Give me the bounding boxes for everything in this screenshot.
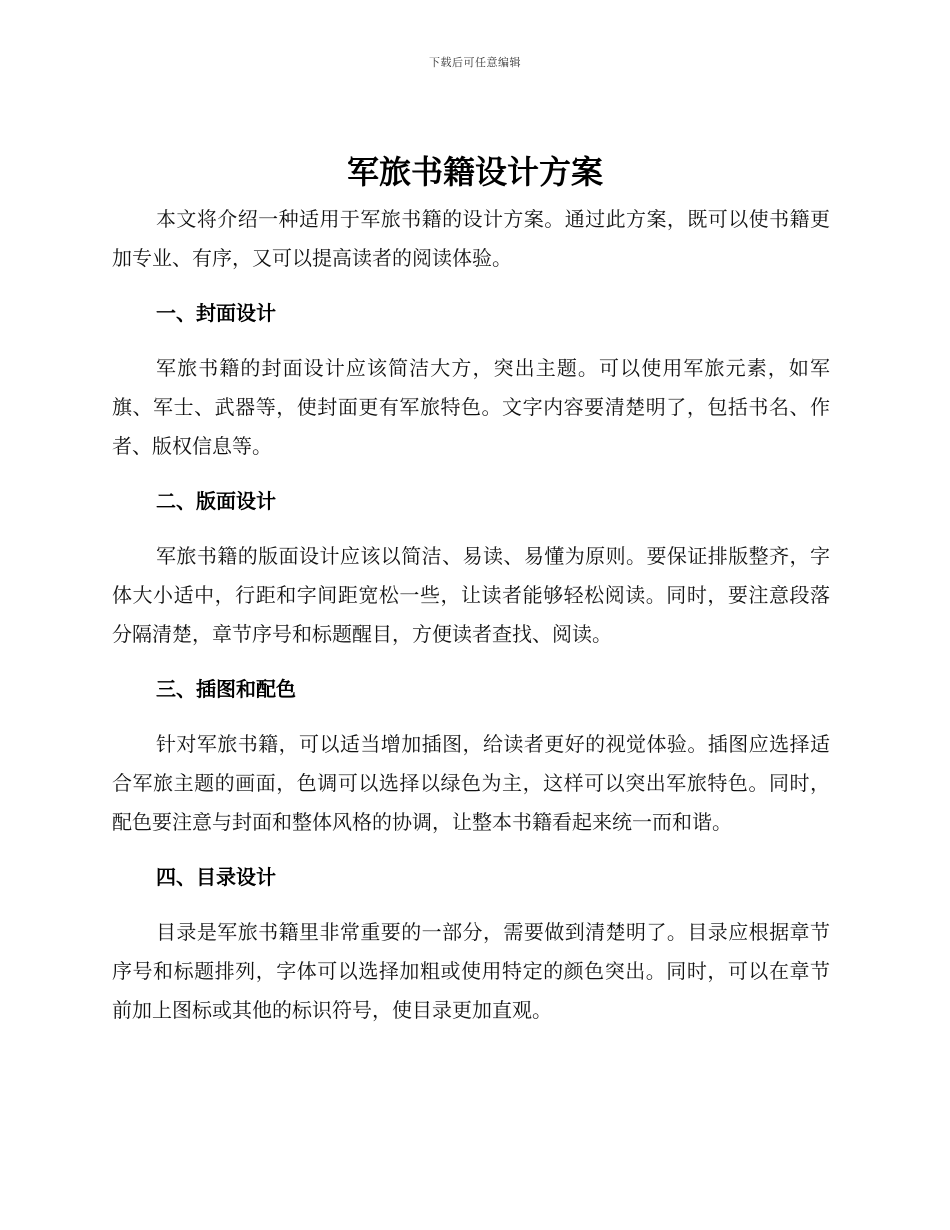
section-heading-illustration-color: 三、插图和配色 — [156, 677, 296, 701]
intro-paragraph: 本文将介绍一种适用于军旅书籍的设计方案。通过此方案，既可以使书籍更加专业、有序，又可以提高读者的阅读体验。 — [112, 207, 830, 270]
document-body — [112, 200, 830, 1030]
document-title: 军旅书籍设计方案 — [346, 153, 603, 191]
section-body-illustration-color: 针对军旅书籍，可以适当增加插图，给读者更好的视觉体验。插图应选择适合军旅主题的画面，色调可以选择以绿色为主，这样可以突出军旅特色。同时，配色要注意与封面和整体风格的协调，让整本书籍看起来统一而和谐。 — [112, 732, 830, 834]
page-header-note: 下载后可任意编辑 — [429, 56, 521, 69]
section-body-layout-design: 军旅书籍的版面设计应该以简洁、易读、易懂为原则。要保证排版整齐，字体大小适中，行距和字间距宽松一些，让读者能够轻松阅读。同时，要注意段落分隔清楚，章节序号和标题醒目，方便读者查找、阅读。 — [112, 544, 830, 646]
section-heading-toc-design: 四、目录设计 — [156, 865, 276, 889]
section-body-toc-design: 目录是军旅书籍里非常重要的一部分，需要做到清楚明了。目录应根据章节序号和标题排列，字体可以选择加粗或使用特定的颜色突出。同时，可以在章节前加上图标或其他的标识符号，使目录更加直观。 — [112, 920, 830, 1022]
section-heading-layout-design: 二、版面设计 — [156, 489, 276, 513]
section-heading-cover-design: 一、封面设计 — [156, 301, 276, 325]
section-body-cover-design: 军旅书籍的封面设计应该简洁大方，突出主题。可以使用军旅元素，如军旗、军士、武器等，使封面更有军旅特色。文字内容要清楚明了，包括书名、作者、版权信息等。 — [112, 356, 830, 458]
